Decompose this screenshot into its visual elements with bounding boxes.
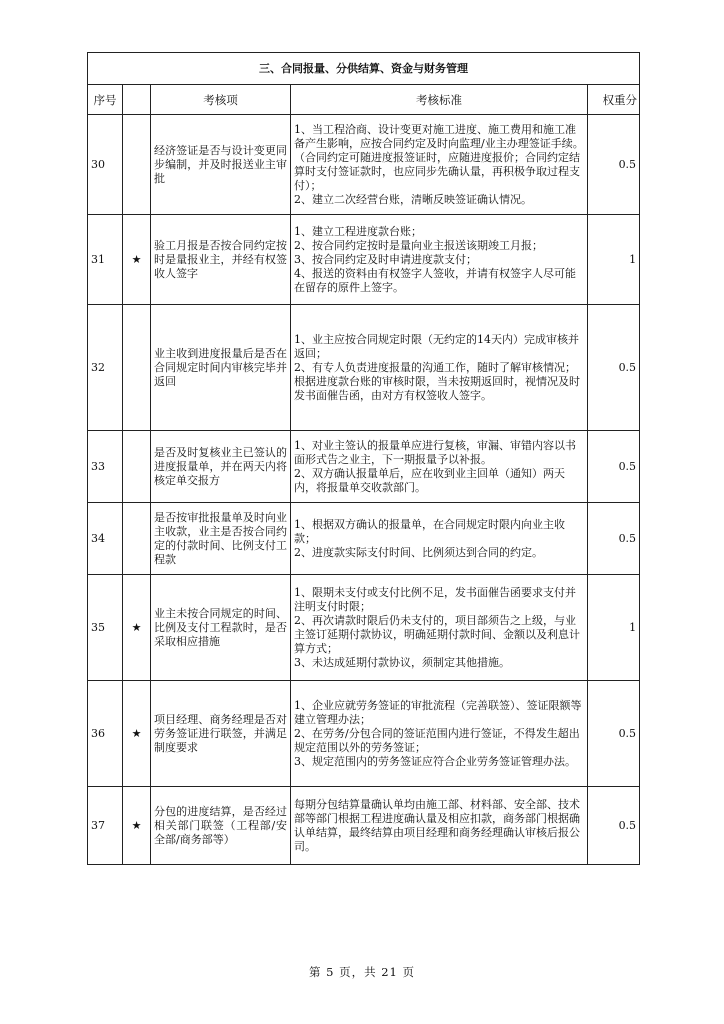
key-item-star: ★ [123, 787, 151, 865]
assessment-standard [291, 305, 588, 431]
assessment-standard [291, 431, 588, 503]
assessment-table [87, 52, 640, 865]
standard-line: 4、报送的资料由有权签字人签收，并请有权签字人尽可能在留存的原件上签字。 [294, 266, 576, 294]
row-number: 32 [88, 305, 123, 431]
standard-line: 1、建立工程进度款台账； [294, 224, 422, 238]
weight-score: 0.5 [588, 305, 640, 431]
table-row [88, 787, 640, 865]
page-footer: 第 5 页，共 21 页 [308, 965, 416, 979]
standard-line: 1、限期未支付或支付比例不足，发书面催告函要求支付并注明支付时限； [294, 585, 576, 613]
assessment-standard [291, 503, 588, 575]
standard-line: 2、双方确认报量单后，应在收到业主回单（通知）两天内，将报量单交收款部门。 [294, 466, 565, 494]
weight-score: 0.5 [588, 431, 640, 503]
assessment-item: 业主未按合同规定的时间、比例及支付工程款时，是否采取相应措施 [151, 575, 291, 681]
assessment-item: 分包的进度结算，是否经过相关部门联签（工程部/安全部/商务部等） [151, 787, 291, 865]
standard-line: 每期分包结算量确认单均由施工部、材料部、安全部、技术部等部门根据工程进度确认量及相应扣款，商务部门根据确认单结算，最终结算由项目经理和商务经理确认审核后报公司。 [294, 797, 580, 853]
key-item-star [123, 305, 151, 431]
standard-line: 3、未达成延期付款协议，须制定其他措施。 [294, 655, 510, 669]
table-row [88, 681, 640, 787]
row-number: 36 [88, 681, 123, 787]
key-item-star: ★ [123, 681, 151, 787]
weight-score: 1 [588, 575, 640, 681]
table-body [88, 115, 640, 865]
standard-line: 2、建立二次经营台账，清晰反映签证确认情况。 [294, 192, 532, 206]
assessment-standard [291, 215, 588, 305]
standard-line: 3、按合同约定及时申请进度款支付； [294, 252, 477, 266]
key-item-star [123, 431, 151, 503]
weight-score: 0.5 [588, 787, 640, 865]
weight-score: 1 [588, 215, 640, 305]
assessment-item: 是否按审批报量单及时向业主收款，业主是否按合同约定的付款时间、比例支付工程款 [151, 503, 291, 575]
assessment-item: 是否及时复核业主已签认的进度报量单，并在两天内将核定单交报方 [151, 431, 291, 503]
assessment-standard [291, 787, 588, 865]
row-number: 34 [88, 503, 123, 575]
header-star [123, 85, 151, 115]
standard-line: 3、规定范围内的劳务签证应符合企业劳务签证管理办法。 [294, 754, 576, 768]
assessment-standard [291, 575, 588, 681]
standard-line: 2、在劳务/分包合同的签证范围内进行签证，不得发生超出规定范围以外的劳务签证； [294, 726, 580, 754]
row-number: 31 [88, 215, 123, 305]
weight-score: 0.5 [588, 681, 640, 787]
header-standard: 考核标准 [291, 85, 588, 115]
assessment-standard [291, 681, 588, 787]
weight-score: 0.5 [588, 503, 640, 575]
row-number: 30 [88, 115, 123, 215]
standard-line: 1、企业应就劳务签证的审批流程（完善联签）、签证限额等建立管理办法； [294, 698, 582, 726]
weight-score: 0.5 [588, 115, 640, 215]
assessment-item: 验工月报是否按合同约定按时是量报业主，并经有权签收人签字 [151, 215, 291, 305]
table-row [88, 575, 640, 681]
row-number: 37 [88, 787, 123, 865]
table-row [88, 215, 640, 305]
section-title: 三、合同报量、分供结算、资金与财务管理 [88, 53, 640, 85]
standard-line: 1、对业主签认的报量单应进行复核，审漏、审错内容以书面形式告之业主，下一期报量予以补报。 [294, 438, 576, 466]
assessment-standard [291, 115, 588, 215]
assessment-item: 业主收到进度报量后是否在合同规定时间内审核完毕并返回 [151, 305, 291, 431]
header-weight: 权重分 [588, 85, 640, 115]
key-item-star [123, 503, 151, 575]
key-item-star: ★ [123, 215, 151, 305]
row-number: 35 [88, 575, 123, 681]
row-number: 33 [88, 431, 123, 503]
standard-line: 1、当工程洽商、设计变更对施工进度、施工费用和施工准备产生影响，应按合同约定及时向监理/业主办理签证手续。（合同约定可随进度报签证时，应随进度报价；合同约定结算时支付签证款时，也应同步先确认量，再积极争取过程支付）； [294, 122, 584, 192]
table-row [88, 305, 640, 431]
standard-line: 2、有专人负责进度报量的沟通工作，随时了解审核情况；根据进度款台账的审核时限，当未按期返回时，视情况及时发书面催告函，由对方有权签收人签字。 [294, 360, 580, 402]
table-row [88, 503, 640, 575]
key-item-star [123, 115, 151, 215]
standard-line: 2、再次请款时限后仍未支付的，项目部须告之上级，与业主签订延期付款协议，明确延期付款时间、金额以及利息计算方式； [294, 613, 580, 655]
table-row [88, 115, 640, 215]
standard-line: 1、根据双方确认的报量单，在合同规定时限内向业主收款； [294, 517, 565, 545]
header-item: 考核项 [151, 85, 291, 115]
table-row [88, 431, 640, 503]
standard-line: 2、按合同约定按时是量向业主报送该期竣工月报； [294, 238, 543, 252]
standard-line: 1、业主应按合同规定时限（无约定的14天内）完成审核并返回； [294, 332, 579, 360]
assessment-item: 项目经理、商务经理是否对劳务签证进行联签，并满足制度要求 [151, 681, 291, 787]
standard-line: 2、进度款实际支付时间、比例须达到合同的约定。 [294, 545, 543, 559]
key-item-star: ★ [123, 575, 151, 681]
header-no: 序号 [88, 85, 123, 115]
assessment-item: 经济签证是否与设计变更同步编制，并及时报送业主审批 [151, 115, 291, 215]
